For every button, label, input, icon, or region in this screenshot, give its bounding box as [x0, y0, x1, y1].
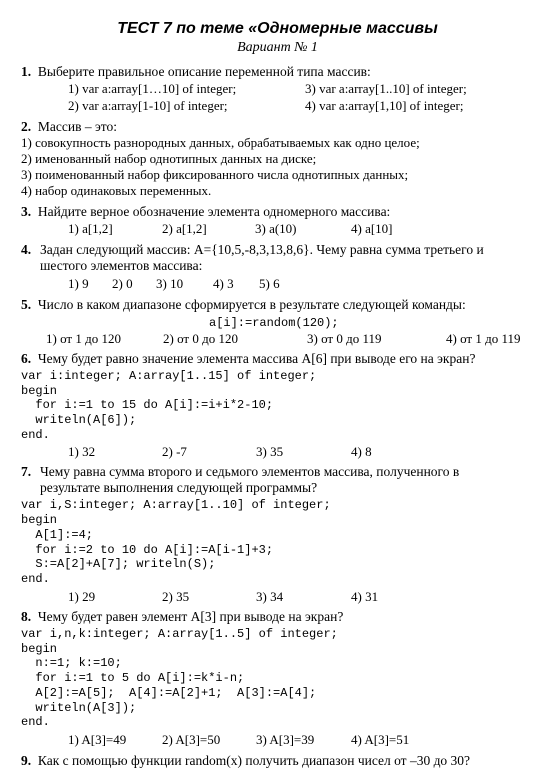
q3-option-2: 2) a[1,2] — [162, 221, 207, 236]
q7-code-line-4: for i:=2 to 10 do A[i]:=A[i-1]+3; — [21, 543, 274, 557]
q7-option-2: 2) 35 — [162, 589, 190, 604]
question-text-line-2: шестого элементов массива: — [40, 258, 203, 273]
question-text: Число в каком диапазоне сформируется в результате следующей команды: — [37, 297, 466, 312]
question-8 — [21, 609, 343, 625]
question-4 — [21, 242, 536, 274]
q7-code-line-2: begin — [21, 513, 58, 527]
variant-label: Вариант № 1 — [237, 40, 318, 55]
q7-option-4: 4) 31 — [351, 589, 379, 604]
q4-option-2: 2) 0 — [112, 276, 133, 291]
q5-option-2: 2) от 0 до 120 — [163, 331, 238, 346]
q6-option-3: 3) 35 — [256, 444, 284, 459]
q2-option-2: 2) именованный набор однотипных данных на диске; — [21, 151, 317, 166]
q3-option-1: 1) a[1,2] — [68, 221, 113, 236]
q4-option-1: 1) 9 — [68, 276, 89, 291]
q7-code-line-1: var i,S:integer; A:array[1..10] of integer; — [21, 498, 331, 512]
q7-option-1: 1) 29 — [68, 589, 96, 604]
q8-code-line-4: for i:=1 to 5 do A[i]:=k*i-n; — [21, 671, 245, 685]
question-number: 3. — [21, 204, 32, 219]
question-2 — [21, 119, 117, 135]
q8-option-2: 2) A[3]=50 — [162, 732, 221, 747]
q1-option-1: 1) var a:array[1…10] of integer; — [68, 81, 237, 96]
question-7 — [21, 464, 536, 496]
q6-code-line-2: begin — [21, 384, 58, 398]
question-number: 9. — [21, 753, 32, 768]
q3-option-4: 4) a[10] — [351, 221, 393, 236]
q1-option-4: 4) var a:array[1,10] of integer; — [305, 98, 464, 113]
q5-option-4: 4) от 1 до 119 — [446, 331, 521, 346]
question-text: Как с помощью функции random(x) получить диапазон чисел от –30 до 30? — [37, 753, 471, 768]
q8-option-3: 3) A[3]=39 — [256, 732, 315, 747]
q2-option-4: 4) набор одинаковых переменных. — [21, 183, 212, 198]
q4-option-3: 3) 10 — [156, 276, 184, 291]
q8-option-4: 4) A[3]=51 — [351, 732, 410, 747]
question-text: Выберите правильное описание переменной типа массив: — [37, 64, 371, 79]
q8-code-line-3: n:=1; k:=10; — [21, 656, 122, 670]
q8-code-line-5: A[2]:=A[5]; A[4]:=A[2]+1; A[3]:=A[4]; — [21, 686, 317, 700]
question-6 — [21, 351, 475, 367]
q7-code-line-3: A[1]:=4; — [21, 528, 94, 542]
q7-option-3: 3) 34 — [256, 589, 284, 604]
q3-option-3: 3) a(10) — [255, 221, 297, 236]
q6-code-line-1: var i:integer; A:array[1..15] of integer; — [21, 369, 317, 383]
question-text: Чему будет равно значение элемента массива A[6] при выводе его на экран? — [37, 351, 476, 366]
q8-code-line-1: var i,n,k:integer; A:array[1..5] of integer; — [21, 627, 338, 641]
q4-option-4: 4) 3 — [213, 276, 234, 291]
q1-option-2: 2) var a:array[1-10] of integer; — [68, 98, 228, 113]
q6-option-4: 4) 8 — [351, 444, 372, 459]
q2-option-3: 3) поименованный набор фиксированного числа однотипных данных; — [21, 167, 409, 182]
question-1 — [21, 64, 371, 80]
question-number: 7. — [21, 464, 32, 479]
q8-code-line-6: writeln(A[3]); — [21, 701, 137, 715]
question-number: 6. — [21, 351, 32, 366]
q2-option-1: 1) совокупность разнородных данных, обрабатываемых как одно целое; — [21, 135, 420, 150]
q7-code-line-6: end. — [21, 572, 50, 586]
q5-option-1: 1) от 1 до 120 — [46, 331, 121, 346]
page-title: ТЕСТ 7 по теме «Одномерные массивы — [117, 20, 438, 37]
q8-code-line-7: end. — [21, 715, 50, 729]
question-number: 8. — [21, 609, 32, 624]
q1-option-3: 3) var a:array[1..10] of integer; — [305, 81, 467, 96]
q6-option-1: 1) 32 — [68, 444, 96, 459]
question-number: 2. — [21, 119, 32, 134]
q6-code-line-5: end. — [21, 428, 50, 442]
question-text: Чему будет равен элемент A[3] при выводе на экран? — [37, 609, 344, 624]
q6-code-line-4: writeln(A[6]); — [21, 413, 137, 427]
question-text-line-1: Чему равна сумма второго и седьмого элементов массива, полученного в — [40, 464, 460, 479]
question-number: 1. — [21, 64, 32, 79]
q6-option-2: 2) -7 — [162, 444, 187, 459]
question-number: 5. — [21, 297, 32, 312]
q8-code-line-2: begin — [21, 642, 58, 656]
question-text: Найдите верное обозначение элемента одномерного массива: — [37, 204, 391, 219]
q7-code-line-5: S:=A[2]+A[7]; writeln(S); — [21, 557, 216, 571]
question-9 — [21, 753, 470, 769]
question-text-line-2: результате выполнения следующей программы? — [40, 480, 318, 495]
q4-option-5: 5) 6 — [259, 276, 280, 291]
q5-code: a[i]:=random(120); — [209, 316, 339, 330]
q6-code-line-3: for i:=1 to 15 do A[i]:=i+i*2-10; — [21, 398, 274, 412]
question-number: 4. — [21, 242, 32, 257]
q8-option-1: 1) A[3]=49 — [68, 732, 127, 747]
q5-option-3: 3) от 0 до 119 — [307, 331, 382, 346]
question-3 — [21, 204, 390, 220]
question-text-line-1: Задан следующий массив: A={10,5,-8,3,13,8,6}. Чему равна сумма третьего и — [40, 242, 484, 257]
question-5 — [21, 297, 466, 313]
question-text: Массив – это: — [37, 119, 117, 134]
